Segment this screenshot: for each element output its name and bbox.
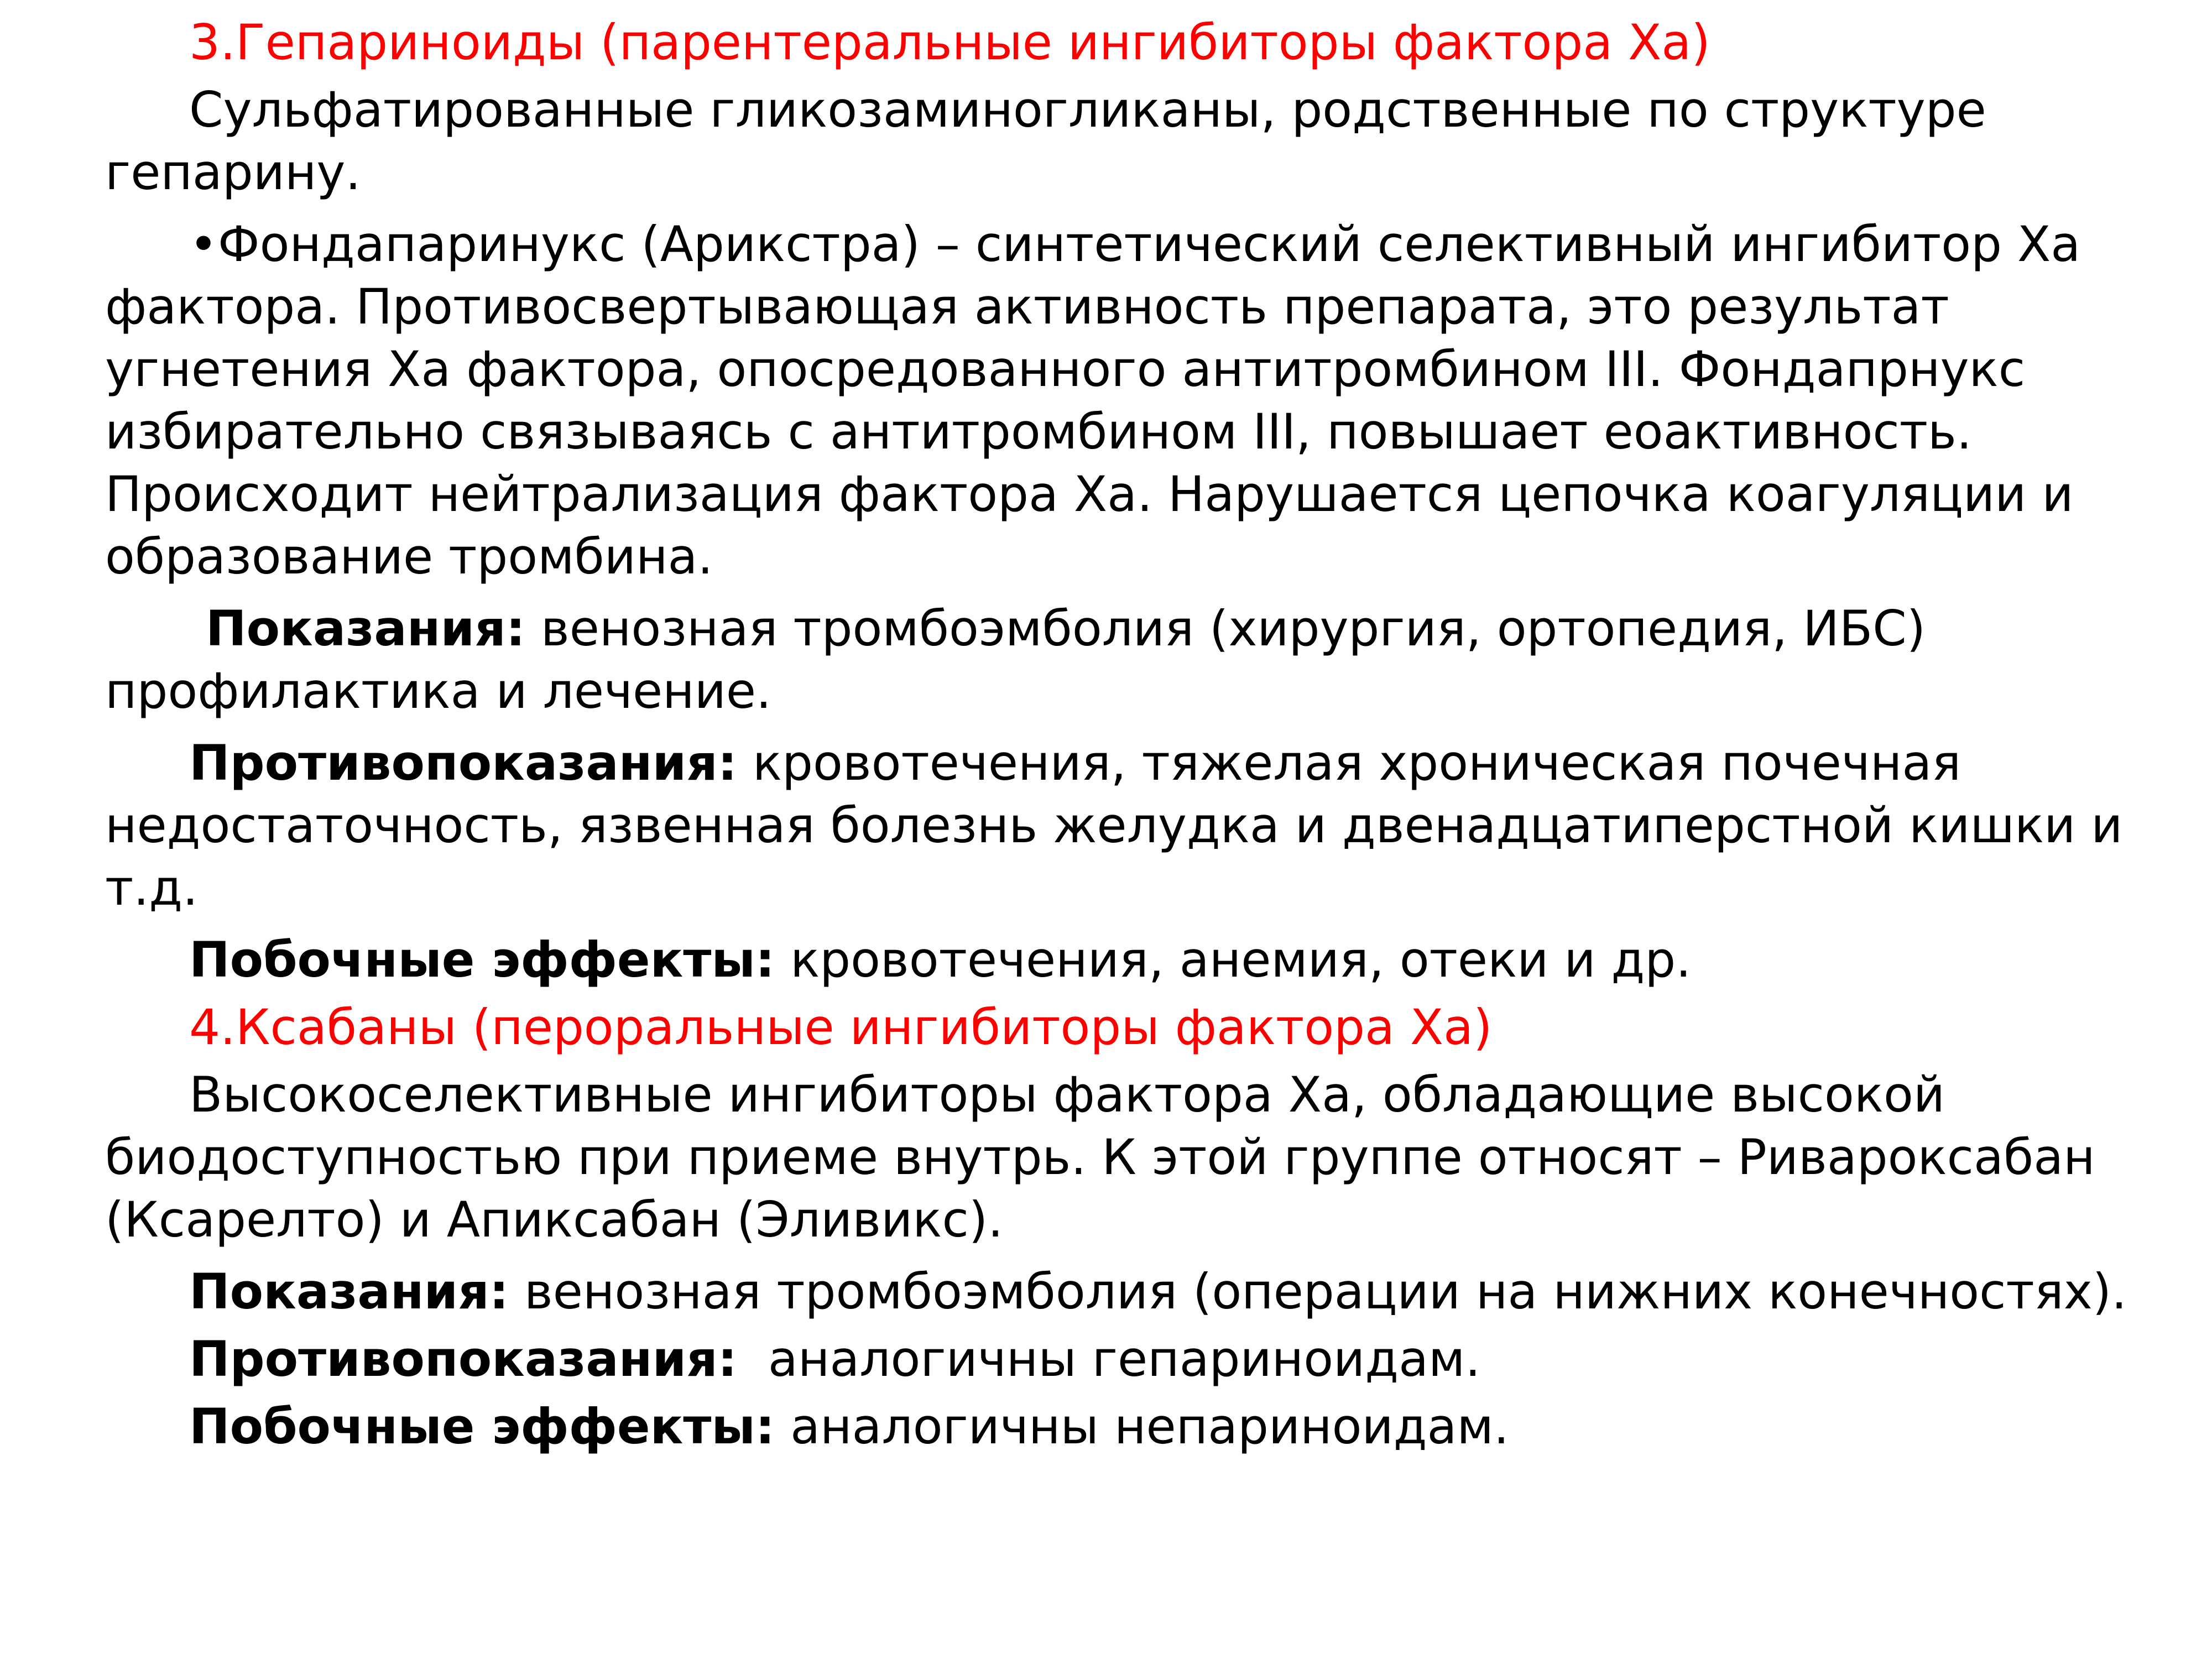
side-effects-text: кровотечения, анемия, отеки и др. [775,931,1692,988]
bullet-marker: • [189,216,218,273]
section-4-side-effects [105,1395,2179,1458]
section-3-heading: 3.Гепариноиды (парентеральные ингибиторы фактора Ха) [189,14,1710,71]
section-3-indications [105,597,2179,722]
section-3-contraindications [105,732,2179,919]
section-4-intro: Высокоселективные ингибиторы фактора Ха, обладающие высокой биодоступностью при приеме внутрь. К этой группе относят – Ривароксабан (Ксарелто) и Апиксабан (Эливикс). [105,1066,2095,1248]
section-3-side-effects [105,928,2179,991]
contraindications-label: Противопоказания: [189,1331,737,1387]
indications-text: венозная тромбоэмболия (операции на нижних конечностях). [508,1263,2127,1320]
fondaparinux-text: Фондапаринукс (Арикстра) – синтетический селективный ингибитор Ха фактора. Противосвертывающая активность препарата, это результат угнетения Ха фактора, опосредованного антитромбином III. Фондапрнукс избирательно связываясь с антитромбином III, повышает еоактивность. Происходит нейтрализация фактора Ха. Нарушается цепочка коагуляции и образование тромбина. [105,216,2081,585]
contraindications-label: Противопоказания: [189,734,737,791]
side-effects-text: аналогичны непариноидам. [775,1398,1509,1455]
contraindications-text: кровотечения, тяжелая хроническая почечная недостаточность, язвенная болезнь желудка и двенадцатиперстной кишки и т.д. [105,734,2123,916]
side-effects-label: Побочные эффекты: [189,931,775,988]
section-4-contraindications [105,1328,2179,1390]
section-4-indications [105,1260,2179,1323]
section-3-intro: Сульфатированные гликозаминогликаны, родственные по структуре гепарину. [105,81,1986,201]
indications-text: венозная тромбоэмболия (хирургия, ортопедия, ИБС) профилактика и лечение. [105,600,1926,719]
contraindications-text: аналогичны гепариноидам. [737,1331,1481,1387]
section-4-heading: 4.Ксабаны (пероральные ингибиторы фактора Ха) [189,999,1493,1056]
side-effects-label: Побочные эффекты: [189,1398,775,1455]
fondaparinux-paragraph [105,213,2179,588]
indications-label: Показания: [189,1263,509,1320]
indications-label: Показания: [206,600,525,657]
